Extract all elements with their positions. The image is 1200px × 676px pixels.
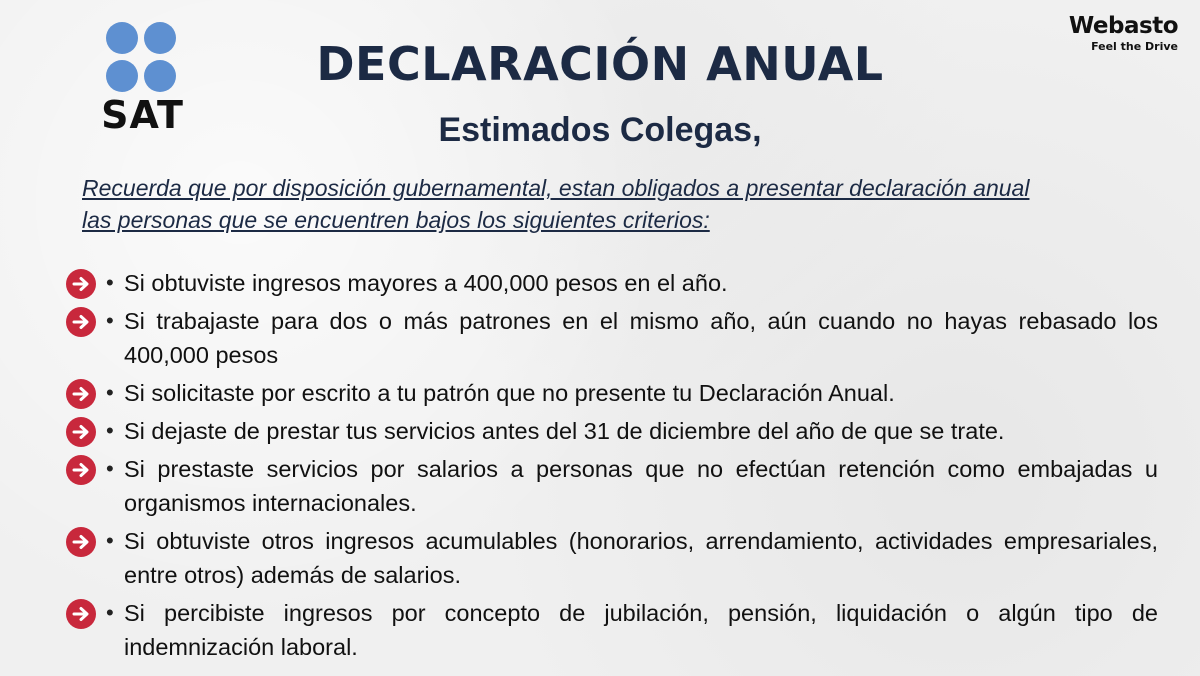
criteria-item-text: Si dejaste de prestar tus servicios antes del 31 de diciembre del año de que se trate.: [124, 418, 1005, 444]
criteria-item-text: Si solicitaste por escrito a tu patrón que no presente tu Declaración Anual.: [124, 380, 895, 406]
arrow-right-circle-icon: [66, 307, 96, 337]
arrow-right-circle-icon: [66, 269, 96, 299]
criteria-item: [66, 304, 1158, 372]
arrow-right-circle-icon: [66, 379, 96, 409]
criteria-item: [66, 452, 1158, 520]
intro-line-2: las personas que se encuentren bajos los siguientes criterios:: [82, 207, 710, 233]
bullet-dot: •: [106, 600, 114, 625]
criteria-item-text: Si percibiste ingresos por concepto de jubilación, pensión, liquidación o algún tipo de indemnización laboral.: [124, 600, 1158, 660]
sat-logo-text: SAT: [101, 93, 184, 137]
bullet-dot: •: [106, 418, 114, 443]
criteria-list: [66, 266, 1158, 668]
webasto-logo-tagline: Feel the Drive: [1091, 40, 1178, 53]
criteria-item: [66, 266, 1158, 300]
criteria-item: [66, 524, 1158, 592]
bullet-dot: •: [106, 456, 114, 481]
intro-paragraph: [82, 172, 1132, 236]
bullet-dot: •: [106, 270, 114, 295]
arrow-right-circle-icon: [66, 527, 96, 557]
bullet-dot: •: [106, 528, 114, 553]
bullet-dot: •: [106, 308, 114, 333]
criteria-item-text: Si prestaste servicios por salarios a personas que no efectúan retención como embajadas u organismos internacionales.: [124, 456, 1158, 516]
bullet-dot: •: [106, 380, 114, 405]
criteria-item-text: Si obtuviste otros ingresos acumulables (honorarios, arrendamiento, actividades empresariales, entre otros) además de salarios.: [124, 528, 1158, 588]
arrow-right-circle-icon: [66, 417, 96, 447]
arrow-right-circle-icon: [66, 455, 96, 485]
criteria-item: [66, 596, 1158, 664]
intro-line-1: Recuerda que por disposición gubernamental, estan obligados a presentar declaración anual: [82, 175, 1030, 201]
criteria-item: [66, 414, 1158, 448]
criteria-item-text: Si trabajaste para dos o más patrones en el mismo año, aún cuando no hayas rebasado los 400,000 pesos: [124, 308, 1158, 368]
criteria-item-text: Si obtuviste ingresos mayores a 400,000 pesos en el año.: [124, 270, 728, 296]
arrow-right-circle-icon: [66, 599, 96, 629]
webasto-logo-name: Webasto: [1068, 13, 1178, 39]
page-title: DECLARACIÓN ANUAL: [316, 37, 884, 91]
criteria-item: [66, 376, 1158, 410]
greeting-subtitle: Estimados Colegas,: [438, 111, 762, 149]
